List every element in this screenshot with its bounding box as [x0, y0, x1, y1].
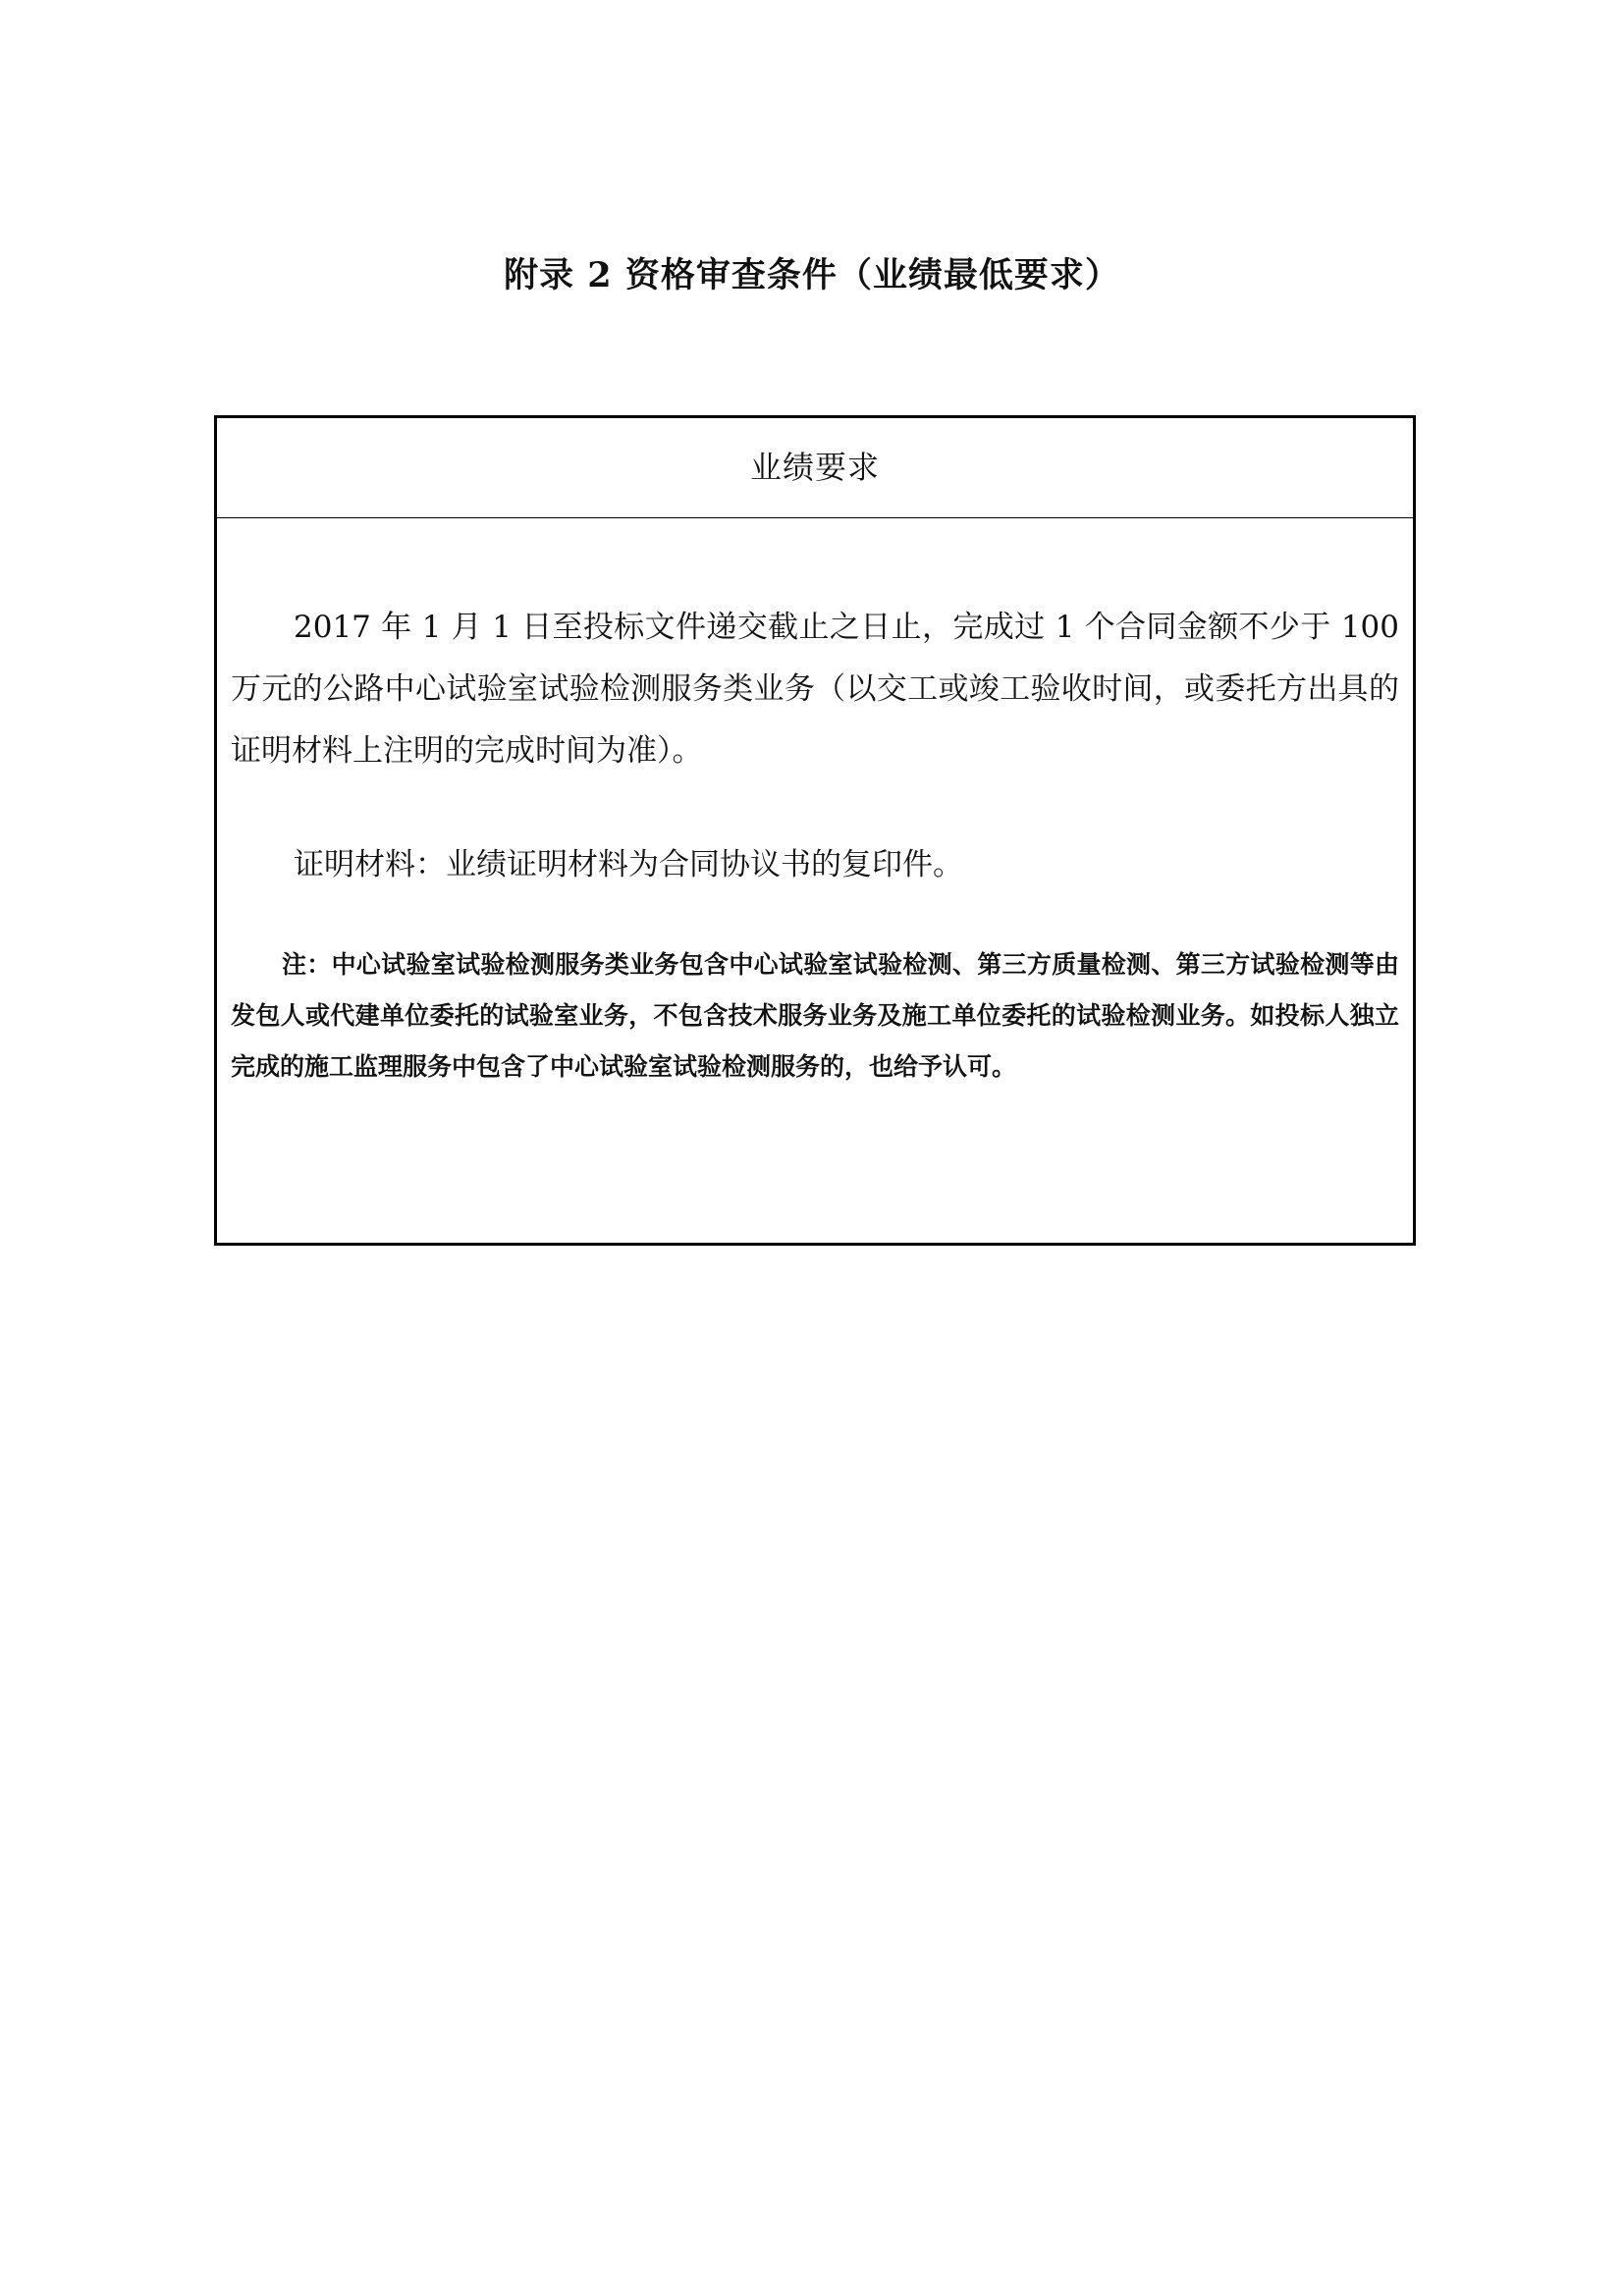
- page-title: 附录 2 资格审查条件（业绩最低要求）: [504, 255, 1120, 295]
- requirements-table-body: [217, 597, 1413, 1093]
- requirements-table-header: 业绩要求: [217, 418, 1413, 518]
- main-requirement-text: 2017 年 1 月 1 日至投标文件递交截止之日止，完成过 1 个合同金额不少于 100 万元的公路中心试验室试验检测服务类业务（以交工或竣工验收时间，或委托方出具的证明材料上注明的完成时间为准）。: [231, 610, 1399, 769]
- proof-materials-text: 证明材料：业绩证明材料为合同协议书的复印件。: [294, 847, 963, 882]
- note-text: 注：中心试验室试验检测服务类业务包含中心试验室试验检测、第三方质量检测、第三方试验检测等由发包人或代建单位委托的试验室业务，不包含技术服务业务及施工单位委托的试验检测业务。如投标人独立完成的施工监理服务中包含了中心试验室试验检测服务的，也给予认可。: [231, 950, 1399, 1081]
- requirements-table: [214, 415, 1416, 1246]
